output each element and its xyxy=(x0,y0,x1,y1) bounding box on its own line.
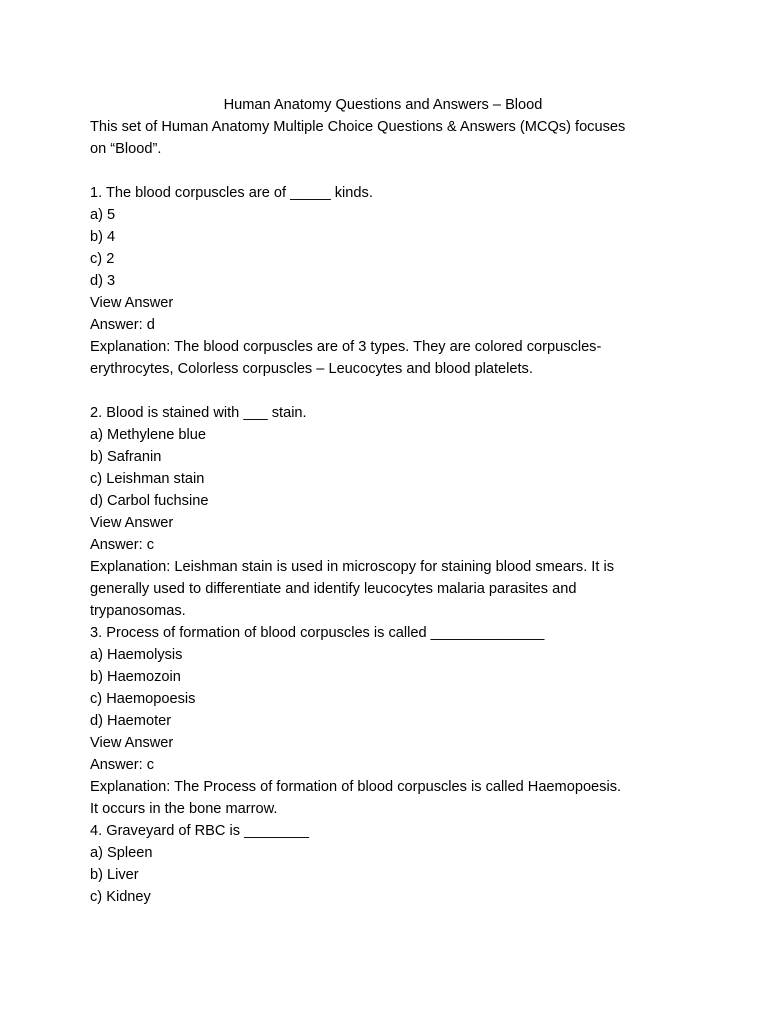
intro-text-line-2: on “Blood”. xyxy=(90,141,162,157)
option-b: b) 4 xyxy=(90,229,116,245)
question-block-1 xyxy=(90,182,690,380)
explanation-line-2: erythrocytes, Colorless corpuscles – Leucocytes and blood platelets. xyxy=(90,361,533,377)
document-body xyxy=(90,94,690,908)
question-block-4 xyxy=(90,820,690,908)
view-answer-link[interactable]: View Answer xyxy=(90,735,174,751)
option-a: a) Spleen xyxy=(90,845,153,861)
question-block-3 xyxy=(90,622,690,820)
option-b: b) Safranin xyxy=(90,449,162,465)
option-a: a) 5 xyxy=(90,207,116,223)
explanation-line-1: Explanation: Leishman stain is used in microscopy for staining blood smears. It is xyxy=(90,559,615,575)
spacer xyxy=(90,160,690,182)
option-a: a) Haemolysis xyxy=(90,647,183,663)
question-text: 3. Process of formation of blood corpuscles is called ______________ xyxy=(90,625,545,641)
explanation-line-2: generally used to differentiate and identify leucocytes malaria parasites and xyxy=(90,581,577,597)
question-text: 1. The blood corpuscles are of _____ kinds. xyxy=(90,185,373,201)
option-a: a) Methylene blue xyxy=(90,427,207,443)
explanation-line-2: It occurs in the bone marrow. xyxy=(90,801,278,817)
question-text: 2. Blood is stained with ___ stain. xyxy=(90,405,307,421)
option-c: c) Leishman stain xyxy=(90,471,205,487)
explanation-line-3: trypanosomas. xyxy=(90,603,186,619)
explanation-line-1: Explanation: The Process of formation of blood corpuscles is called Haemopoesis. xyxy=(90,779,622,795)
option-d: d) 3 xyxy=(90,273,116,289)
answer-text: Answer: c xyxy=(90,757,155,773)
option-d: d) Carbol fuchsine xyxy=(90,493,209,509)
question-text: 4. Graveyard of RBC is ________ xyxy=(90,823,310,839)
view-answer-link[interactable]: View Answer xyxy=(90,295,174,311)
view-answer-link[interactable]: View Answer xyxy=(90,515,174,531)
intro-text-line-1: This set of Human Anatomy Multiple Choice Questions & Answers (MCQs) focuses xyxy=(90,119,626,135)
option-d: d) Haemoter xyxy=(90,713,172,729)
answer-text: Answer: d xyxy=(90,317,155,333)
spacer xyxy=(90,380,690,402)
explanation-line-1: Explanation: The blood corpuscles are of 3 types. They are colored corpuscles- xyxy=(90,339,602,355)
answer-text: Answer: c xyxy=(90,537,155,553)
question-block-2 xyxy=(90,402,690,622)
option-b: b) Haemozoin xyxy=(90,669,181,685)
page-title: Human Anatomy Questions and Answers – Blood xyxy=(223,97,543,113)
option-b: b) Liver xyxy=(90,867,139,883)
option-c: c) Kidney xyxy=(90,889,151,905)
option-c: c) 2 xyxy=(90,251,115,267)
option-c: c) Haemopoesis xyxy=(90,691,196,707)
